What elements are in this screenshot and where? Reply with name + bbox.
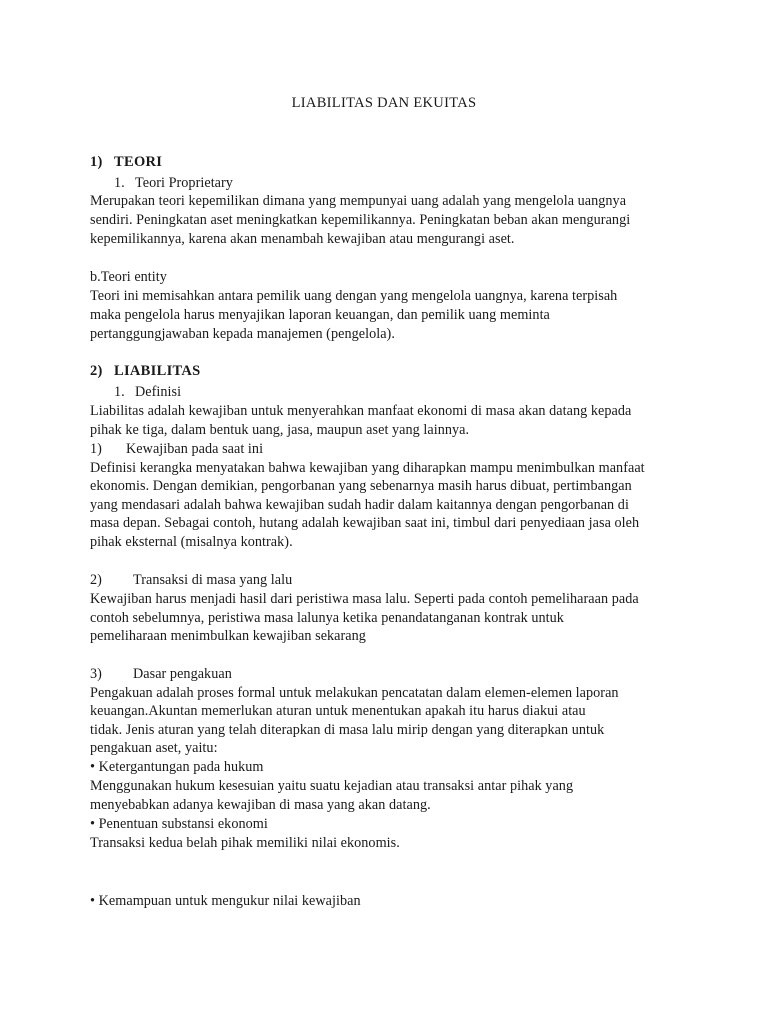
subsection-proprietary — [114, 174, 233, 192]
paragraph-line: Definisi kerangka menyatakan bahwa kewajiban yang diharapkan mampu menimbulkan manfaat — [90, 460, 645, 476]
paragraph-line: Transaksi kedua belah pihak memiliki nilai ekonomis. — [90, 835, 400, 851]
section-number: 1) — [90, 154, 103, 170]
item-dasar-pengakuan — [90, 665, 232, 683]
item-label: Transaksi di masa yang lalu — [133, 572, 293, 588]
item-transaksi-masa-lalu — [90, 571, 292, 589]
subsection-label: Teori Proprietary — [135, 175, 233, 191]
subsection-number: 1. — [114, 175, 125, 191]
item-number: 2) — [90, 572, 102, 588]
paragraph-line: Liabilitas adalah kewajiban untuk menyerahkan manfaat ekonomi di masa akan datang kepada — [90, 403, 632, 419]
paragraph-line: contoh sebelumnya, peristiwa masa lalunya ketika penandatanganan kontrak untuk — [90, 610, 564, 626]
subsection-label: Definisi — [135, 384, 182, 400]
item-label: Dasar pengakuan — [133, 666, 232, 682]
item-kewajiban-saat-ini — [90, 440, 263, 458]
paragraph-line: ekonomis. Dengan demikian, pengorbanan yang sebenarnya masih harus dibuat, pertimbangan — [90, 478, 632, 494]
section-title: TEORI — [114, 154, 163, 170]
paragraph-line: pertanggungjawaban kepada manajemen (pengelola). — [90, 326, 395, 342]
subsection-definisi — [114, 383, 181, 401]
item-number: 1) — [90, 441, 102, 457]
paragraph-line: keuangan.Akuntan memerlukan aturan untuk menentukan apakah itu harus diakui atau — [90, 703, 586, 719]
paragraph-line: sendiri. Peningkatan aset meningkatkan kepemilikannya. Peningkatan beban akan mengurangi — [90, 212, 631, 228]
bullet-ketergantungan-hukum: • Ketergantungan pada hukum — [90, 759, 264, 775]
subsection-entity-label: b.Teori entity — [90, 269, 167, 285]
paragraph-line: kepemilikannya, karena akan menambah kewajiban atau mengurangi aset. — [90, 231, 515, 247]
paragraph-line: pihak eksternal (misalnya kontrak). — [90, 534, 293, 550]
paragraph-line: Menggunakan hukum kesesuian yaitu suatu kejadian atau transaksi antar pihak yang — [90, 778, 574, 794]
bullet-kemampuan-mengukur: • Kemampuan untuk mengukur nilai kewajiban — [90, 893, 361, 909]
paragraph-line: Teori ini memisahkan antara pemilik uang dengan yang mengelola uangnya, karena terpisah — [90, 288, 618, 304]
document-title: LIABILITAS DAN EKUITAS — [291, 95, 477, 111]
paragraph-line: pemeliharaan menimbulkan kewajiban sekarang — [90, 628, 366, 644]
paragraph-line: tidak. Jenis aturan yang telah diterapkan di masa lalu mirip dengan yang diterapkan untuk — [90, 722, 605, 738]
paragraph-line: maka pengelola harus menyajikan laporan keuangan, dan pemilik uang meminta — [90, 307, 550, 323]
paragraph-line: pihak ke tiga, dalam bentuk uang, jasa, maupun aset yang lainnya. — [90, 422, 470, 438]
section-heading-liabilitas — [90, 362, 201, 380]
subsection-number: 1. — [114, 384, 125, 400]
paragraph-line: pengakuan aset, yaitu: — [90, 740, 218, 756]
paragraph-line: Merupakan teori kepemilikan dimana yang mempunyai uang adalah yang mengelola uangnya — [90, 193, 627, 209]
paragraph-line: menyebabkan adanya kewajiban di masa yang akan datang. — [90, 797, 431, 813]
paragraph-line: Kewajiban harus menjadi hasil dari peristiwa masa lalu. Seperti pada contoh pemeliharaan pada — [90, 591, 639, 607]
paragraph-line: masa depan. Sebagai contoh, hutang adalah kewajiban saat ini, timbul dari penyediaan jasa oleh — [90, 515, 640, 531]
paragraph-line: Pengakuan adalah proses formal untuk melakukan pencatatan dalam elemen-elemen laporan — [90, 685, 619, 701]
section-heading-teori — [90, 153, 162, 171]
paragraph-line: yang mendasari adalah bahwa kewajiban sudah hadir dalam kaitannya dengan pengorbanan di — [90, 497, 629, 513]
bullet-substansi-ekonomi: • Penentuan substansi ekonomi — [90, 816, 268, 832]
section-number: 2) — [90, 363, 103, 379]
section-title: LIABILITAS — [114, 363, 201, 379]
item-number: 3) — [90, 666, 102, 682]
item-label: Kewajiban pada saat ini — [126, 441, 264, 457]
